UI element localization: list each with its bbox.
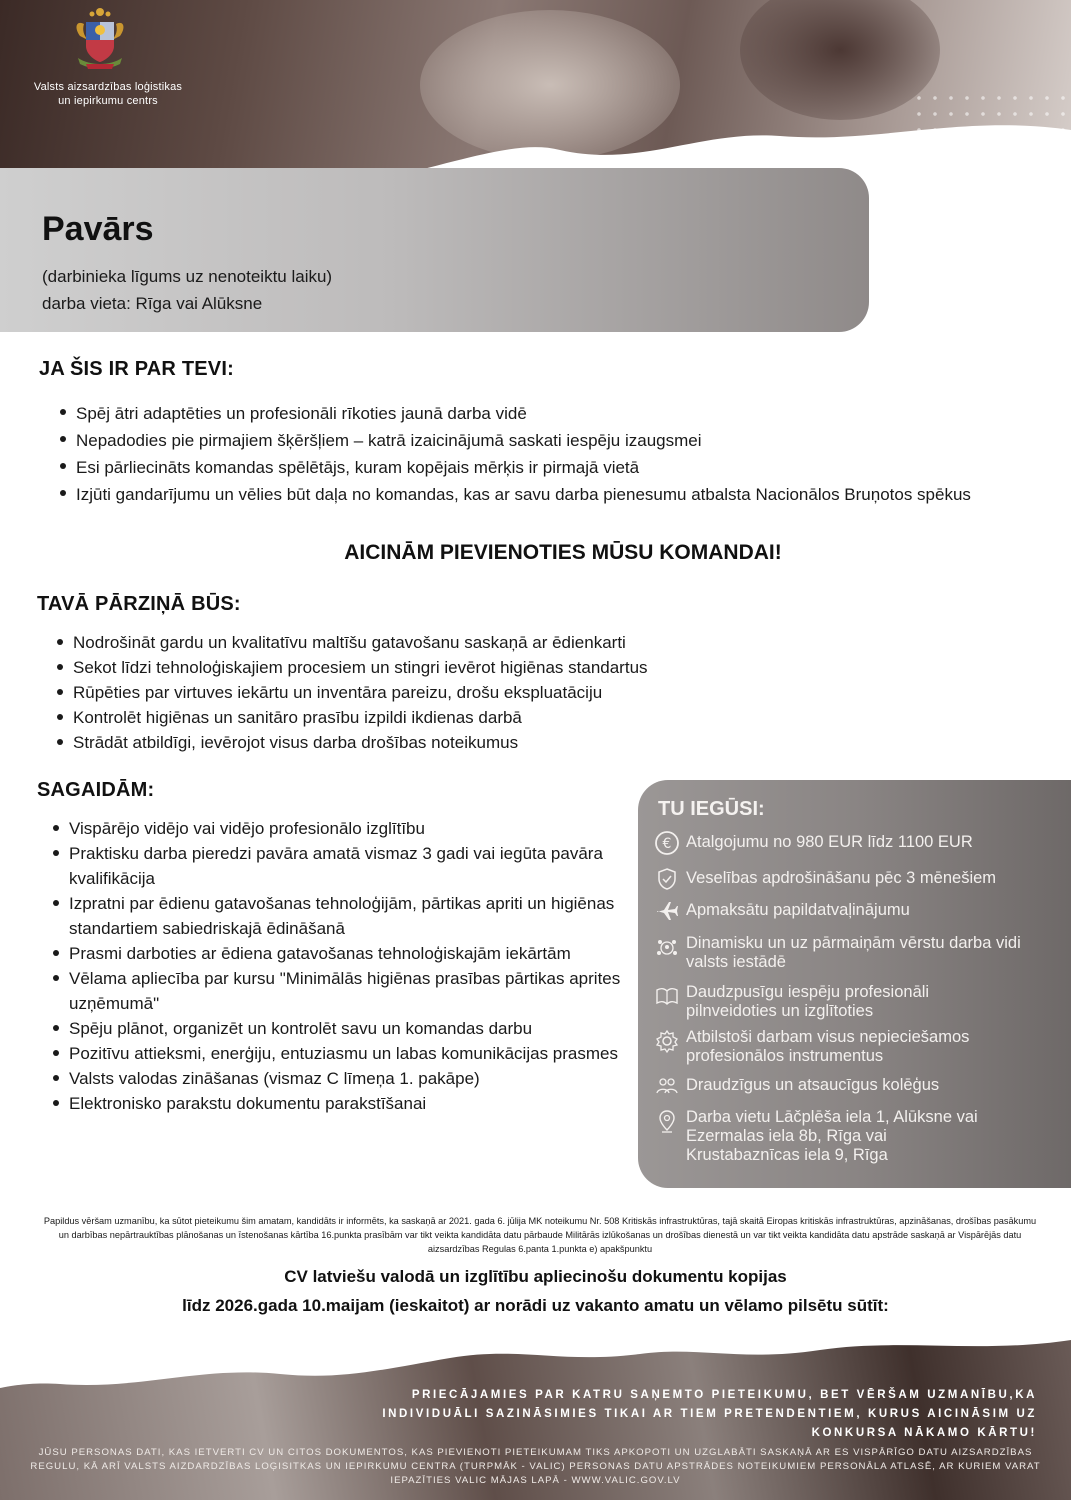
- book-icon: [654, 983, 680, 1009]
- list-item: Prasmi darboties ar ēdiena gatavošanas tehnoloģiskajām iekārtām: [53, 941, 633, 966]
- benefit-text: Darba vietu Lāčplēša iela 1, Alūksne vai Ezermalas iela 8b, Rīga vai Krustabaznīcas iela 9, Rīga: [686, 1108, 978, 1164]
- svg-text:€: €: [662, 836, 672, 852]
- list-item: Pozitīvu attieksmi, enerģiju, entuziasmu un labas komunikācijas prasmes: [53, 1041, 633, 1066]
- requirements-list: [53, 816, 633, 1116]
- list-item: Kontrolēt higiēnas un sanitāro prasību izpildi ikdienas darbā: [57, 705, 957, 730]
- list-item: Izjūti gandarījumu un vēlies būt daļa no komandas, kas ar savu darba pienesumu atbalsta Nacionālos Bruņotos spēkus: [60, 481, 1035, 508]
- duties-heading: TAVĀ PĀRZIŅĀ BŪS:: [37, 593, 241, 615]
- benefits-panel: [638, 780, 1071, 1188]
- benefit-text: Atalgojumu no 980 EUR līdz 1100 EUR: [686, 833, 973, 851]
- benefit-text: Draudzīgus un atsaucīgus kolēģus: [686, 1076, 940, 1094]
- legal-note: Papildus vēršam uzmanību, ka sūtot pieteikumu šim amatam, kandidāts ir informēts, ka saskaņā ar 2021. gada 6. jūlija MK noteikumu Nr. 508 Kritiskās infrastruktūras, tajā skaitā Eiropas kritiskās infrastruktūras, apzināšanas, drošības pasākumu un darbības nepārtrauktības plānošanas un īstenošanas kārtība 16.punkta prasībām var tikt veikta kandidāta datu pārbaude Militārās izlūkošanas un drošības dienestā un var tikt veikta kandidāta datu apstrāde saskaņā ar Vispārējās datu aizsardzības Regulas 6.panta 1.punkta e) apakšpunktu: [43, 1216, 1037, 1254]
- benefit-text: Daudzpusīgu iespēju profesionāli pilnveidoties un izglītoties: [686, 983, 930, 1020]
- list-item: Spēj ātri adaptēties un profesionāli rīkoties jaunā darba vidē: [60, 400, 1035, 427]
- location-pin-icon: [654, 1108, 680, 1134]
- benefit-text: Atbilstoši darbam visus nepieciešamos profesionālos instrumentus: [686, 1028, 970, 1065]
- call-to-action: AICINĀM PIEVIENOTIES MŪSU KOMANDAI!: [344, 541, 782, 564]
- privacy-notice: JŪSU PERSONAS DATI, KAS IETVERTI CV UN CITOS DOKUMENTOS, KAS PIEVIENOTI PIETEIKUMAM TIKS APKOPOTI UN UZGLABĀTI SASKAŅĀ AR ES VISPĀRĪGO DATU AIZSARDZĪBAS REGULU, KĀ ARĪ VALSTS AIZDARDZĪBAS LOĢISITKAS UN IEPIRKUMU CENTRA (TURPMĀK - VALIC) PERSONAS DATU APSTRĀDES NOTEIKUMIEM PERSONĀLA ATLASĒ, AR KURIEM VARAT IEPAZĪTIES VALIC MĀJAS LAPĀ - WWW.VALIC.GOV.LV: [30, 1447, 1041, 1486]
- org-name-line1: Valsts aizsardzības loģistikas: [33, 81, 183, 93]
- shield-check-icon: [654, 866, 680, 892]
- team-icon: [654, 934, 680, 960]
- organization-name: [10, 80, 206, 108]
- org-name-line2: un iepirkumu centrs: [58, 95, 158, 107]
- send-instruction-line2: līdz 2026.gada 10.maijam (ieskaitot) ar norādi uz vakanto amatu un vēlamo pilsētu sūtīt:: [182, 1296, 889, 1315]
- footer-notice: PRIECĀJAMIES PAR KATRU SAŅEMTO PIETEIKUMU, BET VĒRŠAM UZMANĪBU,KA INDIVIDUĀLI SAZINĀSIMIES TIKAI AR TIEM PRETENDENTIEM, KURUS AICINĀSIM UZ KONKURSA NĀKAMO KĀRTU!: [382, 1389, 1037, 1439]
- airplane-icon: [654, 898, 680, 924]
- list-item: Nodrošināt gardu un kvalitatīvu maltīšu gatavošanu saskaņā ar ēdienkarti: [57, 630, 957, 655]
- benefit-text: Dinamisku un uz pārmaiņām vērstu darba vidi valsts iestādē: [686, 934, 1021, 971]
- coat-of-arms-logo: [70, 6, 130, 72]
- benefits-heading: TU IEGŪSI:: [658, 798, 765, 820]
- benefit-text: Apmaksātu papildatvaļinājumu: [686, 901, 910, 919]
- euro-icon: [654, 830, 680, 856]
- list-item: Spēju plānot, organizēt un kontrolēt savu un komandas darbu: [53, 1016, 633, 1041]
- list-item: Esi pārliecināts komandas spēlētājs, kuram kopējais mērķis ir pirmajā vietā: [60, 454, 1035, 481]
- duties-list: [57, 630, 957, 755]
- job-title-card: [0, 168, 869, 332]
- job-title: Pavārs: [42, 210, 154, 248]
- list-item: Elektronisko parakstu dokumentu parakstīšanai: [53, 1091, 633, 1116]
- benefit-item: [654, 898, 1054, 924]
- people-icon: [654, 1073, 680, 1099]
- list-item: Sekot līdzi tehnoloģiskajiem procesiem un stingri ievērot higiēnas standartus: [57, 655, 957, 680]
- benefit-item: [654, 1028, 1054, 1066]
- requirements-heading: SAGAIDĀM:: [37, 779, 155, 801]
- list-item: Izpratni par ēdienu gatavošanas tehnoloģijām, pārtikas apriti un higiēnas standartiem sabiedriskajā ēdināšanā: [53, 891, 633, 941]
- work-location: darba vieta: Rīga vai Alūksne: [42, 294, 263, 313]
- list-item: Nepadodies pie pirmajiem šķēršļiem – katrā izaicinājumā saskati iespēju izaugsmei: [60, 427, 1035, 454]
- photo-shadow: [740, 0, 940, 120]
- list-item: Strādāt atbildīgi, ievērojot visus darba drošības noteikumus: [57, 730, 957, 755]
- benefit-item: [654, 830, 1054, 856]
- list-item: Valsts valodas zināšanas (vismaz C līmeņa 1. pakāpe): [53, 1066, 633, 1091]
- list-item: Vēlama apliecība par kursu "Minimālās higiēnas prasības pārtikas aprites uzņēmumā": [53, 966, 633, 1016]
- send-instruction-line1: CV latviešu valodā un izglītību apliecinošu dokumentu kopijas: [284, 1267, 787, 1286]
- benefit-item: [654, 1108, 1054, 1165]
- benefit-item: [654, 1073, 1054, 1099]
- contract-type: (darbinieka līgums uz nenoteiktu laiku): [42, 267, 333, 286]
- list-item: Praktisku darba pieredzi pavāra amatā vismaz 3 gadi vai iegūta pavāra kvalifikācija: [53, 841, 633, 891]
- benefit-item: [654, 866, 1054, 892]
- about-you-list: [60, 400, 1035, 508]
- list-item: Rūpēties par virtuves iekārtu un inventāra pareizu, drošu ekspluatāciju: [57, 680, 957, 705]
- benefit-item: [654, 934, 1054, 972]
- benefit-text: Veselības apdrošināšanu pēc 3 mēnešiem: [686, 869, 997, 887]
- about-you-heading: JA ŠIS IR PAR TEVI:: [39, 358, 234, 380]
- list-item: Vispārējo vidējo vai vidējo profesionālo izglītību: [53, 816, 633, 841]
- gear-icon: [654, 1028, 680, 1054]
- benefit-item: [654, 983, 1054, 1021]
